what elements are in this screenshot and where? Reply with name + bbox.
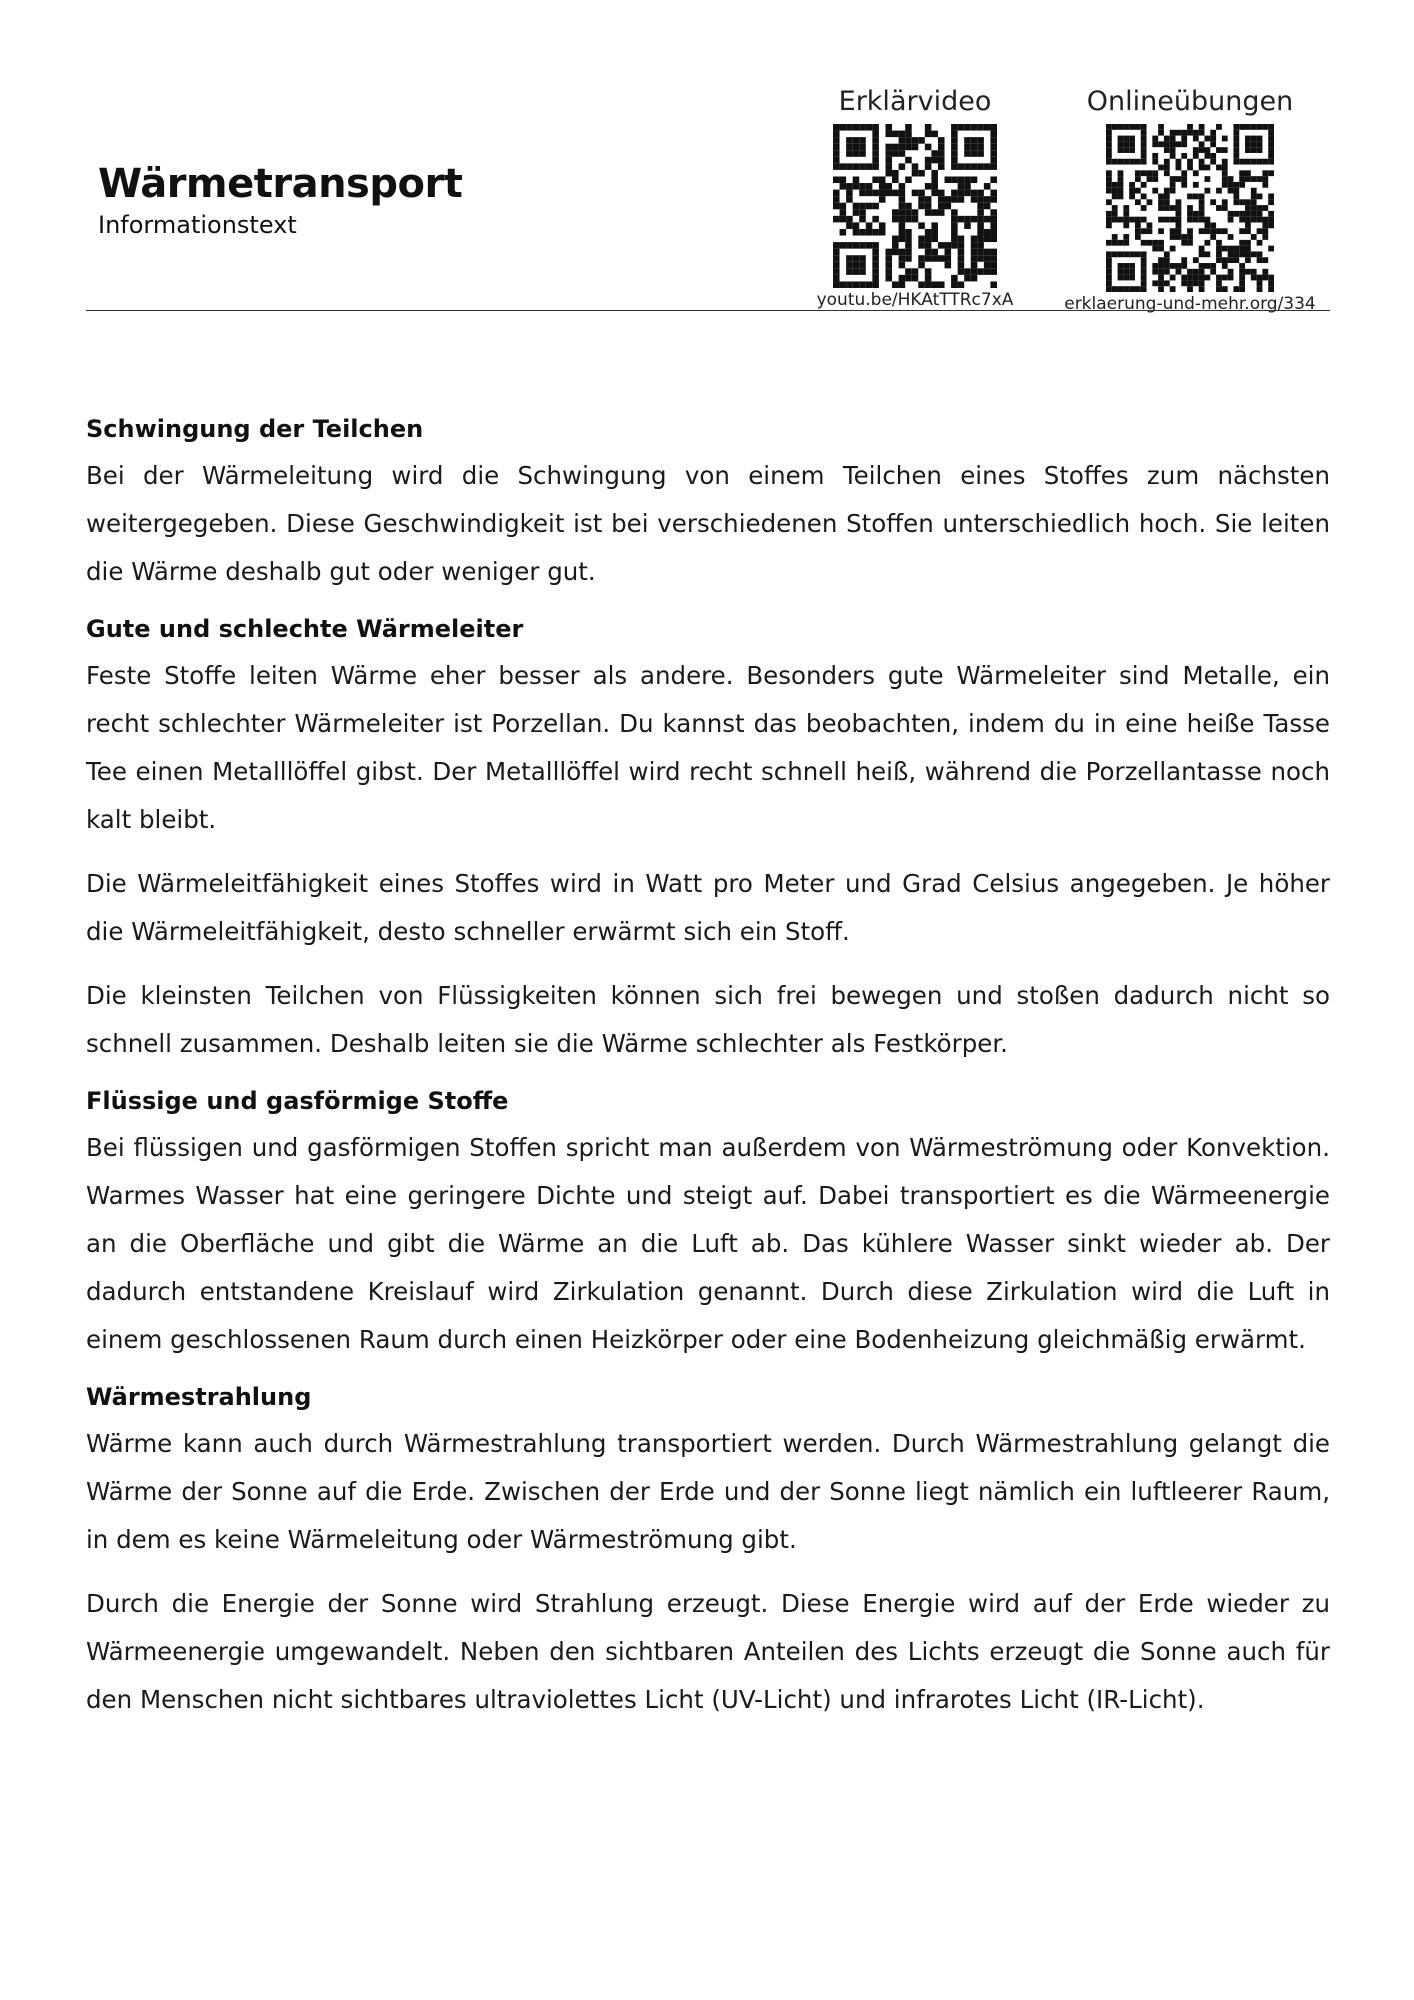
qr-block-video[interactable] [800,86,1030,310]
page-subtitle: Informationstext [98,211,297,239]
paragraph: Feste Stoffe leiten Wärme eher besser als andere. Besonders gute Wärmeleiter sind Metalle, ein recht schlechter Wärmeleiter ist Porzellan. Du kannst das beobachten, indem du in eine heiße Tasse Tee einen Metalllöffel gibst. Der Metalllöffel wird recht schnell heiß, während die Porzellantasse noch kalt bleibt. [86,661,1330,834]
section-heading: Wärmestrahlung [86,1383,312,1411]
section-schwingung [86,412,1330,596]
paragraph: Die kleinsten Teilchen von Flüssigkeiten können sich frei bewegen und stoßen dadurch nicht so schnell zusammen. Deshalb leiten sie die Wärme schlechter als Festkörper. [86,981,1330,1058]
qr-code-icon[interactable] [1106,124,1274,292]
header-divider [86,310,1330,311]
section-waermestrahlung [86,1380,1330,1724]
document-body [86,412,1330,1740]
section-heading: Flüssige und gasförmige Stoffe [86,1087,509,1115]
section-heading: Gute und schlechte Wärmeleiter [86,615,524,643]
qr-url-video[interactable]: youtu.be/HKAtTTRc7xA [816,290,1014,310]
paragraph: Die Wärmeleitfähigkeit eines Stoffes wird in Watt pro Meter und Grad Celsius angegeben. Je höher die Wärmeleitfähigkeit, desto schneller erwärmt sich ein Stoff. [86,869,1330,946]
qr-code-icon[interactable] [833,124,997,288]
qr-url-exercises[interactable]: erklaerung-und-mehr.org/334 [1064,294,1316,314]
qr-label-exercises: Onlineübungen [1086,86,1294,117]
paragraph: Bei flüssigen und gasförmigen Stoffen spricht man außerdem von Wärmeströmung oder Konvektion. Warmes Wasser hat eine geringere Dichte und steigt auf. Dabei transportiert es die Wärmeenergie an die Oberfläche und gibt die Wärme an die Luft ab. Das kühlere Wasser sinkt wieder ab. Der dadurch entstandene Kreislauf wird Zirkulation genannt. Durch diese Zirkulation wird die Luft in einem geschlossenen Raum durch einen Heizkörper oder eine Bodenheizung gleichmäßig erwärmt. [86,1133,1330,1354]
page-title: Wärmetransport [98,161,463,207]
section-heading: Schwingung der Teilchen [86,415,424,443]
section-fluessige-stoffe [86,1084,1330,1364]
paragraph: Bei der Wärmeleitung wird die Schwingung von einem Teilchen eines Stoffes zum nächsten weitergegeben. Diese Geschwindigkeit ist bei verschiedenen Stoffen unterschiedlich hoch. Sie leiten die Wärme deshalb gut oder weniger gut. [86,461,1330,586]
paragraph: Wärme kann auch durch Wärmestrahlung transportiert werden. Durch Wärmestrahlung gelangt die Wärme der Sonne auf die Erde. Zwischen der Erde und der Sonne liegt nämlich ein luftleerer Raum, in dem es keine Wärmeleitung oder Wärmeströmung gibt. [86,1429,1330,1554]
paragraph: Durch die Energie der Sonne wird Strahlung erzeugt. Diese Energie wird auf der Erde wieder zu Wärmeenergie umgewandelt. Neben den sichtbaren Anteilen des Lichts erzeugt die Sonne auch für den Menschen nicht sichtbares ultraviolettes Licht (UV-Licht) und infrarotes Licht (IR-Licht). [86,1589,1330,1714]
qr-block-exercises[interactable] [1040,86,1340,314]
qr-label-video: Erklärvideo [838,86,992,117]
section-waermeleiter [86,612,1330,1068]
